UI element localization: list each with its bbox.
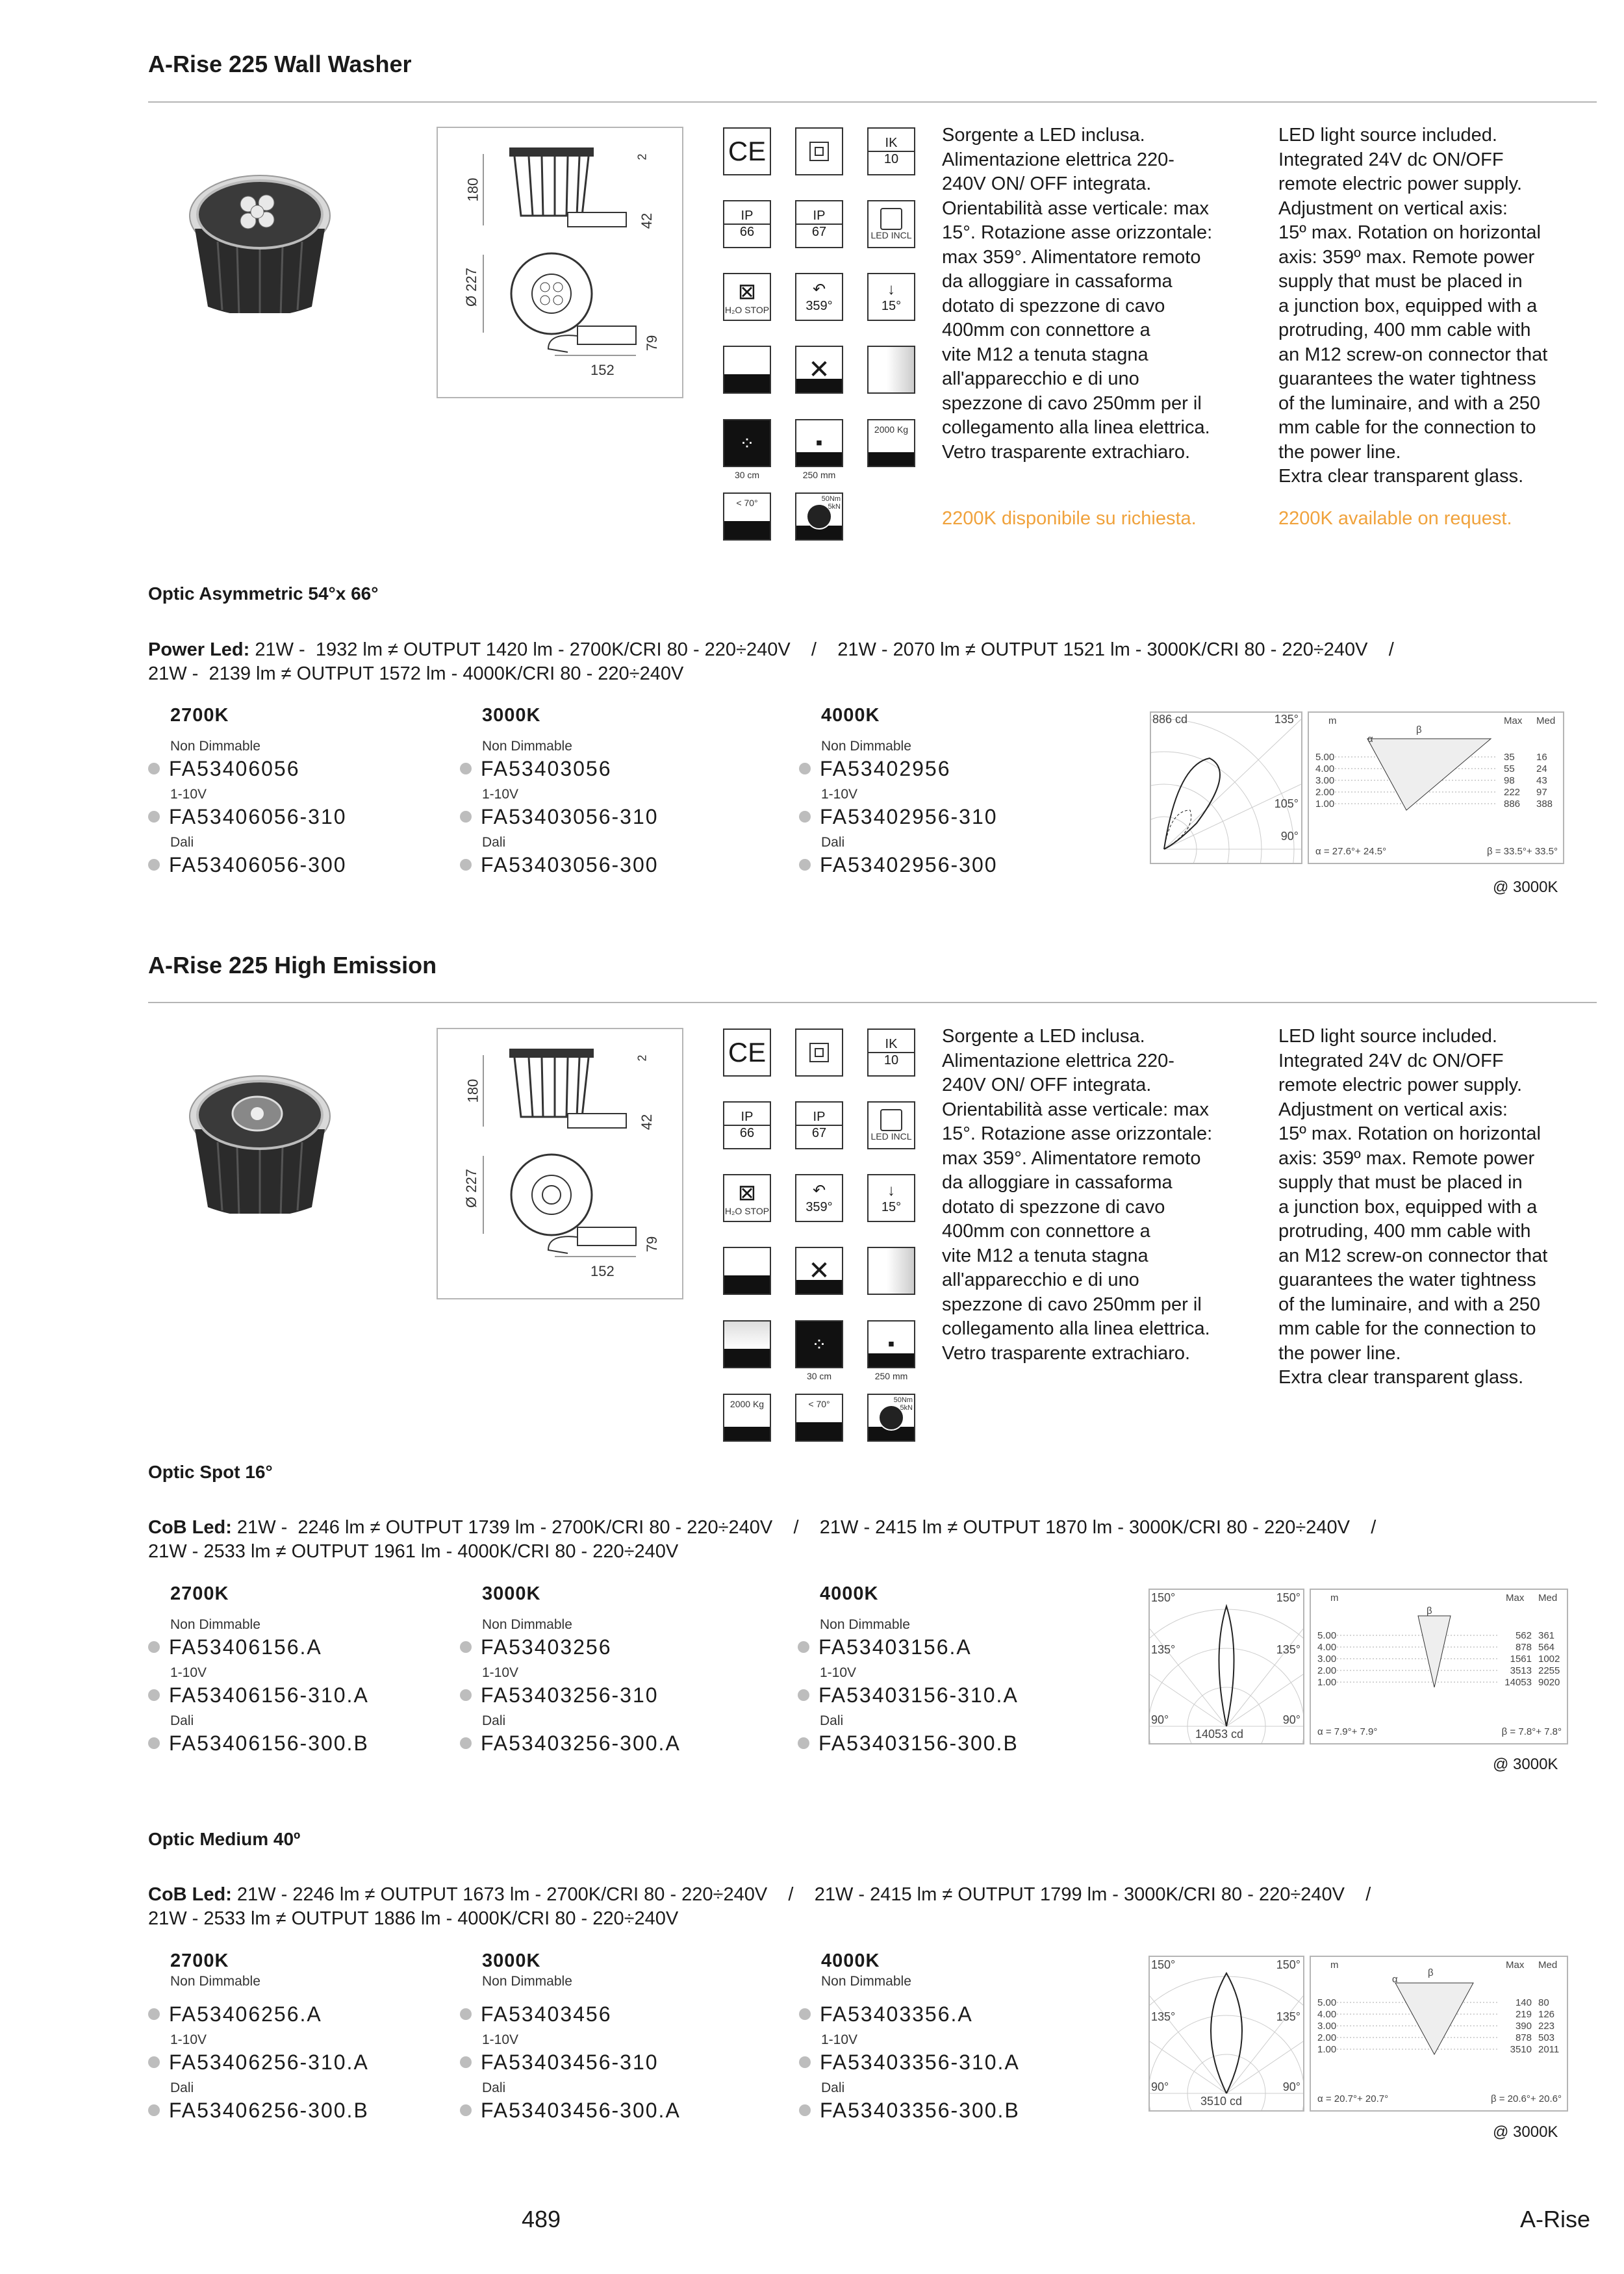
code-row: FA53403456 — [460, 2002, 681, 2032]
dim-2: 2 — [635, 1054, 649, 1062]
gravel-drain-icon: ⁘ — [795, 1320, 843, 1368]
ip67-icon: IP 67 — [795, 200, 843, 248]
recessed-install-icon — [723, 346, 771, 394]
code-row: FA53403456-310 — [460, 2050, 681, 2080]
icon-label-30cm: 30 cm — [734, 470, 760, 480]
s3-codes-2700k: 2700K Non Dimmable FA53406256.A 1-10V FA53406256-310.A Dali FA53406256-300.B — [148, 1950, 369, 2128]
rotation-359-icon: ↶ 359° — [795, 273, 843, 321]
dim-42: 42 — [639, 212, 655, 229]
s2-divider — [148, 1002, 1597, 1003]
ce-mark-icon: CE — [723, 1028, 771, 1077]
temp-2700k: 2700K — [170, 705, 229, 726]
s1-illuminance-table: m Max Med α β 5.00 4.00 3.00 2.00 1.00 35 55 98 222 886 16 24 43 97 388 α = 27.6°+ 24.5° β = 33.5°+ 33.5° — [1308, 711, 1564, 864]
s1-codes-3000k: 3000K Non Dimmable FA53403056 1-10V FA53403056-310 Dali FA53403056-300 — [460, 705, 659, 883]
code-row: FA53403156-300.B — [798, 1731, 1019, 1761]
code-row: FA53406056-310 — [148, 805, 347, 835]
temp-4000k: 4000K — [820, 1583, 879, 1604]
s3-power-spec: CoB Led: 21W - 2246 lm ≠ OUTPUT 1673 lm - 2700K/CRI 80 - 220÷240V / 21W - 2415 lm ≠ OUTPUT 1799 lm - 3000K/CRI 80 - 220÷240V / 21W - 2533 lm ≠ OUTPUT 1886 lm - 4000K/CRI 80 - 220÷240V — [148, 1884, 1371, 1929]
code-row: FA53402956-310 — [799, 805, 998, 835]
code-row: FA53403356-310.A — [799, 2050, 1020, 2080]
s1-divider — [148, 101, 1597, 103]
s3-codes-3000k: 3000K Non Dimmable FA53403456 1-10V FA53403456-310 Dali FA53403456-300.A — [460, 1950, 681, 2128]
s1-title: A-Rise 225 Wall Washer — [148, 51, 412, 77]
ik10-icon: IK 10 — [867, 127, 915, 175]
brand-footer: A-Rise — [1520, 2206, 1591, 2232]
dim-d227: Ø 227 — [463, 268, 479, 307]
code-row: FA53406156.A — [148, 1635, 369, 1665]
code-row: FA53403256 — [460, 1635, 681, 1665]
med-list: 361 564 1002 2255 9020 — [1538, 1630, 1560, 1688]
dim-2: 2 — [635, 153, 649, 160]
s2-technical-drawing — [437, 1028, 683, 1299]
temp-3000k: 3000K — [482, 705, 541, 726]
h2o-stop-icon: ⊠ H₂O STOP — [723, 1174, 771, 1222]
s2-product-photo — [188, 1071, 331, 1214]
s1-at-3000k: @ 3000K — [1493, 878, 1558, 896]
surface-temp-icon: < 70° — [795, 1394, 843, 1442]
dim-79: 79 — [644, 335, 661, 351]
s3-codes-4000k: 4000K Non Dimmable FA53403356.A 1-10V FA53403356-310.A Dali FA53403356-300.B — [799, 1950, 1020, 2128]
ip66-icon: IP 66 — [723, 1101, 771, 1149]
s2-description-it: Sorgente a LED inclusa. Alimentazione elettrica 220- 240V ON/ OFF integrata. Orientabilità asse verticale: max 15°. Rotazione asse orizzontale: max 359°. Alimentatore remoto da alloggiare in cassaforma dotato di spezzone di cavo 400mm con connettore a vite M12 a tenuta stagna all'apparecchio e di uno spezzone di cavo 250mm per il collegamento alla linea elettrica. Vetro trasparente extrachiaro. — [942, 1026, 1213, 1364]
code-row: FA53403056-310 — [460, 805, 659, 835]
s1-note-en: 2200K available on request. — [1278, 508, 1512, 529]
cable-250-icon: ▪ — [867, 1320, 915, 1368]
load-2000kg-icon: 2000 Kg — [723, 1394, 771, 1442]
tilt-15-icon: ↓ 15° — [867, 1174, 915, 1222]
class-iii-icon — [795, 127, 843, 175]
max-list: 562 878 1561 3513 14053 — [1504, 1630, 1532, 1688]
code-row: FA53403356.A — [799, 2002, 1020, 2032]
s2-codes-2700k: 2700K Non Dimmable FA53406156.A 1-10V FA53406156-310.A Dali FA53406156-300.B — [148, 1583, 369, 1761]
s1-technical-drawing — [437, 127, 683, 398]
wall-washer-icon — [867, 1247, 915, 1295]
no-insulation-icon: ✕ — [795, 1247, 843, 1295]
s1-description-en: LED light source included. Integrated 24V dc ON/OFF remote electric power supply. Adjustment on vertical axis: 15º max. Rotation on horizontal axis: 359º max. Remote power supply that must be placed in a junction box, equipped with a protruding, 400 mm cable with an M12 screw-on connector that guarantees the water tightness of the luminaire, and with a 250 mm cable for the connection to the power line. Extra clear transparent glass. — [1278, 125, 1548, 487]
ce-mark-icon: CE — [723, 127, 771, 175]
max-list: 140 219 390 878 3510 — [1510, 1997, 1532, 2055]
recessed-install-icon — [723, 1247, 771, 1295]
code-row: FA53406256-310.A — [148, 2050, 369, 2080]
s2-at-3000k: @ 3000K — [1493, 1756, 1558, 1773]
surface-temp-icon: < 70° — [723, 492, 771, 541]
icon-label-250mm: 250 mm — [802, 470, 836, 480]
s2-optic-title: Optic Spot 16° — [148, 1462, 273, 1482]
temp-3000k: 3000K — [482, 1583, 541, 1604]
s2-power-spec: CoB Led: 21W - 2246 lm ≠ OUTPUT 1739 lm - 2700K/CRI 80 - 220÷240V / 21W - 2415 lm ≠ OUTPUT 1870 lm - 3000K/CRI 80 - 220÷240V / 21W - 2533 lm ≠ OUTPUT 1961 lm - 4000K/CRI 80 - 220÷240V — [148, 1517, 1377, 1562]
med-list: 80 126 223 503 2011 — [1538, 1997, 1560, 2055]
code-row: FA53402956 — [799, 757, 998, 787]
s2-polar-diagram: 150° 150° 135° 135° 90° 90° 14053 cd — [1148, 1589, 1304, 1744]
s1-note-it: 2200K disponibile su richiesta. — [942, 508, 1197, 529]
dim-180: 180 — [464, 177, 481, 202]
temp-3000k: 3000K — [482, 1950, 541, 1971]
max-list: 35 55 98 222 886 — [1504, 752, 1521, 810]
code-row: FA53403356-300.B — [799, 2099, 1020, 2128]
dim-152: 152 — [590, 1263, 615, 1279]
code-row: FA53402956-300 — [799, 853, 998, 883]
code-row: FA53403056-300 — [460, 853, 659, 883]
h2o-stop-icon: ⊠ H₂O STOP — [723, 273, 771, 321]
s2-codes-4000k: 4000K Non Dimmable FA53403156.A 1-10V FA53403156-310.A Dali FA53403156-300.B — [798, 1583, 1019, 1761]
cable-250-icon: ▪ — [795, 419, 843, 467]
class-iii-icon — [795, 1028, 843, 1077]
ip67-icon: IP 67 — [795, 1101, 843, 1149]
gravel-drain-icon: ⁘ — [723, 419, 771, 467]
code-row: FA53406056 — [148, 757, 347, 787]
code-row: FA53406056-300 — [148, 853, 347, 883]
s2-description-en: LED light source included. Integrated 24V dc ON/OFF remote electric power supply. Adjustment on vertical axis: 15º max. Rotation on horizontal axis: 359º max. Remote power supply that must be placed in a junction box, equipped with a protruding, 400 mm cable with an M12 screw-on connector that guarantees the water tightness of the luminaire, and with a 250 mm cable for the connection to the power line. Extra clear transparent glass. — [1278, 1026, 1548, 1388]
s1-description-it: Sorgente a LED inclusa. Alimentazione elettrica 220- 240V ON/ OFF integrata. Orientabilità asse verticale: max 15°. Rotazione asse orizzontale: max 359°. Alimentatore remoto da alloggiare in cassaforma dotato di spezzone di cavo 400mm con connettore a vite M12 a tenuta stagna all'apparecchio e di uno spezzone di cavo 250mm per il collegamento alla linea elettrica. Vetro trasparente extrachiaro. — [942, 125, 1213, 463]
s2-illuminance-table: m Max Med β 5.00 4.00 3.00 2.00 1.00 562 878 1561 3513 14053 361 564 1002 2255 9020 α = 7.9°+ 7.9° β = 7.8°+ 7.8° — [1310, 1589, 1568, 1744]
dim-42: 42 — [639, 1114, 655, 1131]
s2-title: A-Rise 225 High Emission — [148, 952, 437, 978]
distance-list: 5.00 4.00 3.00 2.00 1.00 — [1315, 752, 1335, 810]
s2-codes-3000k: 3000K Non Dimmable FA53403256 1-10V FA53403256-310 Dali FA53403256-300.A — [460, 1583, 681, 1761]
code-row: FA53403156.A — [798, 1635, 1019, 1665]
s3-at-3000k: @ 3000K — [1493, 2123, 1558, 2141]
led-included-icon: LED INCL — [867, 1101, 915, 1149]
temp-2700k: 2700K — [170, 1583, 229, 1604]
s1-codes-2700k: 2700K Non Dimmable FA53406056 1-10V FA53406056-310 Dali FA53406056-300 — [148, 705, 347, 883]
s3-illuminance-table: m Max Med α β 5.00 4.00 3.00 2.00 1.00 140 219 390 878 3510 80 126 223 503 2011 α = 20.7°+ 20.7° β = 20.6°+ 20.6° — [1310, 1956, 1568, 2112]
dim-180: 180 — [464, 1079, 481, 1103]
impact-force-icon: 50Nm 5kN — [867, 1394, 915, 1442]
led-included-icon: LED INCL — [867, 200, 915, 248]
s1-optic-title: Optic Asymmetric 54°x 66° — [148, 583, 379, 604]
temp-2700k: 2700K — [170, 1950, 229, 1971]
s1-polar-diagram: 886 cd 135° 105° 90° — [1150, 711, 1302, 864]
s1-codes-4000k: 4000K Non Dimmable FA53402956 1-10V FA53402956-310 Dali FA53402956-300 — [799, 705, 998, 883]
dim-152: 152 — [590, 362, 615, 378]
s3-polar-diagram: 150° 150° 135° 135° 90° 90° 3510 cd — [1148, 1956, 1304, 2112]
no-insulation-icon: ✕ — [795, 346, 843, 394]
ik10-icon: IK 10 — [867, 1028, 915, 1077]
temp-4000k: 4000K — [821, 705, 880, 726]
s3-optic-title: Optic Medium 40º — [148, 1829, 301, 1849]
ip66-icon: IP 66 — [723, 200, 771, 248]
icon-label-30cm: 30 cm — [806, 1371, 832, 1381]
load-2000kg-icon: 2000 Kg — [867, 419, 915, 467]
distance-list: 5.00 4.00 3.00 2.00 1.00 — [1317, 1997, 1337, 2055]
code-row: FA53403256-300.A — [460, 1731, 681, 1761]
code-row: FA53406256.A — [148, 2002, 369, 2032]
code-row: FA53403156-310.A — [798, 1683, 1019, 1713]
icon-label-250mm: 250 mm — [874, 1371, 908, 1381]
page-number: 489 — [522, 2206, 561, 2232]
tilt-15-icon: ↓ 15° — [867, 273, 915, 321]
code-row: FA53406156-310.A — [148, 1683, 369, 1713]
wall-washer-icon — [867, 346, 915, 394]
code-row: FA53403256-310 — [460, 1683, 681, 1713]
code-row: FA53403456-300.A — [460, 2099, 681, 2128]
dim-d227: Ø 227 — [463, 1169, 479, 1208]
s1-product-photo — [188, 170, 331, 313]
temp-4000k: 4000K — [821, 1950, 880, 1971]
code-row: FA53403056 — [460, 757, 659, 787]
dim-79: 79 — [644, 1236, 661, 1253]
med-list: 16 24 43 97 388 — [1536, 752, 1553, 810]
rotation-359-icon: ↶ 359° — [795, 1174, 843, 1222]
s1-power-spec: Power Led: 21W - 1932 lm ≠ OUTPUT 1420 lm - 2700K/CRI 80 - 220÷240V / 21W - 2070 lm ≠ OUTPUT 1521 lm - 3000K/CRI 80 - 220÷240V / 21W - 2139 lm ≠ OUTPUT 1572 lm - 4000K/CRI 80 - 220÷240V — [148, 639, 1394, 684]
code-row: FA53406256-300.B — [148, 2099, 369, 2128]
code-row: FA53406156-300.B — [148, 1731, 369, 1761]
beam-icon — [723, 1320, 771, 1368]
impact-force-icon: 50Nm 5kN — [795, 492, 843, 541]
distance-list: 5.00 4.00 3.00 2.00 1.00 — [1317, 1630, 1337, 1688]
